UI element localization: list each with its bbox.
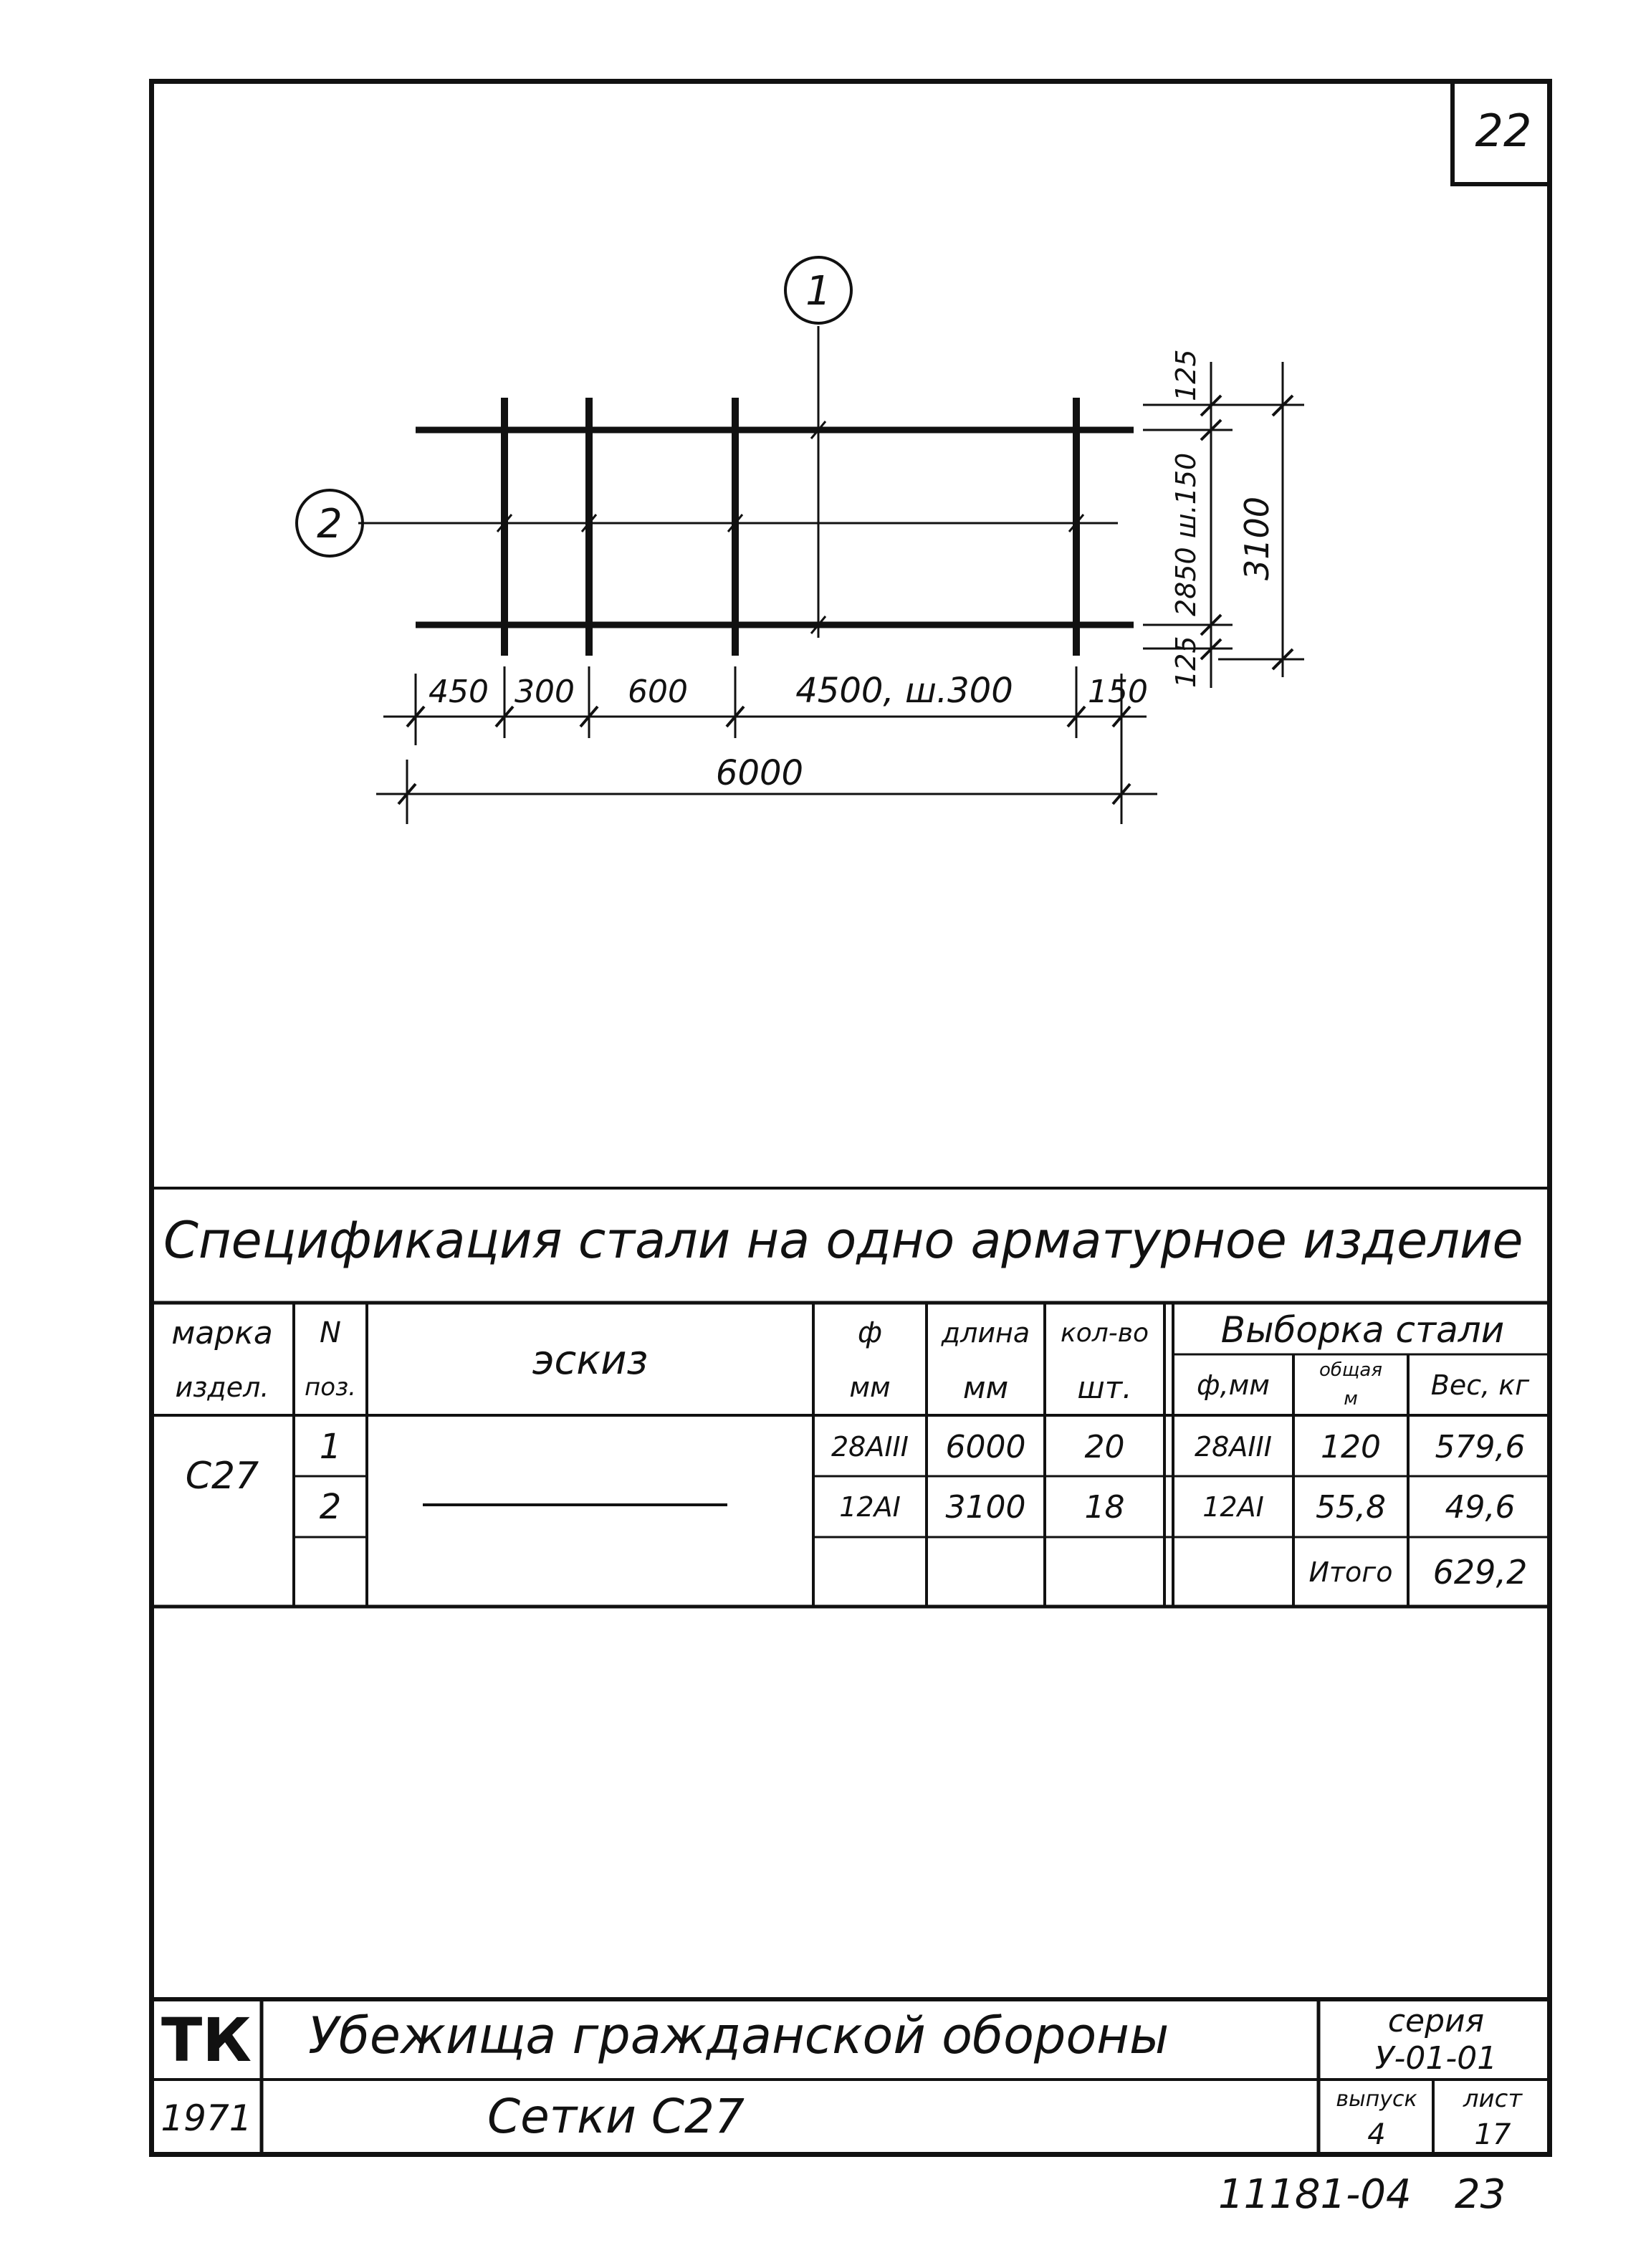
row1-v-total: 120 [1321,1428,1381,1465]
header-mm1: мм [849,1372,891,1403]
header-kolvo: кол-во [1060,1318,1149,1348]
row1-v-weight: 579,6 [1435,1428,1526,1465]
header-dlina: длина [941,1317,1030,1349]
header-phi-mm: ф,мм [1197,1369,1270,1401]
org-code: ТК [161,2005,252,2075]
row1-v-diam: 28АIII [1195,1431,1272,1463]
dim-150: 150 [1088,674,1148,710]
header-sht: шт. [1077,1369,1132,1405]
dim-450: 450 [429,674,489,710]
list-label: лист [1463,2085,1523,2113]
row1-diam: 28АIII [831,1431,909,1463]
row1-count: 20 [1084,1428,1125,1465]
sheet-number: 22 [1450,79,1552,186]
vypusk-label: выпуск [1336,2086,1417,2112]
dim-125-top: 125 [1170,349,1202,401]
header-obshch-unit: м [1344,1388,1358,1410]
header-phi: ф [857,1316,883,1349]
header-marka: марка [171,1314,273,1351]
drawing-subtitle: Сетки С27 [487,2089,745,2144]
dim-300: 300 [515,674,575,710]
row2-diam: 12АI [839,1491,901,1523]
dim-125-bottom: 125 [1170,636,1202,688]
mark-value: С27 [185,1455,259,1498]
callout-label-1: 1 [805,268,831,315]
header-izdel: издел. [175,1372,269,1403]
header-poz: поз. [305,1373,356,1402]
dim-3100: 3100 [1238,496,1276,580]
year: 1971 [161,2097,252,2139]
seria-label: серия [1387,2002,1485,2039]
header-obshch: общая [1319,1359,1382,1381]
page-number: 23 [1455,2171,1506,2218]
spec-title: Спецификация стали на одно арматурное изделие [163,1211,1523,1270]
row2-v-diam: 12АI [1202,1491,1264,1523]
dim-600: 600 [628,674,688,710]
total-value: 629,2 [1432,1553,1528,1592]
archive-code: 11181-04 [1218,2171,1412,2218]
drawing-title: Убежища гражданской обороны [308,2006,1169,2065]
header-vyborka: Выборка стали [1220,1309,1505,1351]
callout-label-2: 2 [317,501,343,547]
row1-length: 6000 [945,1428,1026,1465]
header-ves: Вес, кг [1430,1369,1530,1401]
header-n: N [320,1316,341,1349]
row2-length: 3100 [945,1488,1026,1526]
dim-6000: 6000 [715,753,804,793]
list-value: 17 [1474,2118,1511,2151]
total-label: Итого [1308,1556,1393,1588]
row2-v-total: 55,8 [1316,1488,1386,1526]
row2-count: 18 [1084,1488,1125,1526]
dim-2850: 2850 ш.150 [1170,452,1202,616]
row1-pos: 1 [319,1427,342,1467]
seria-value: У-01-01 [1374,2040,1498,2077]
header-mm2: мм [962,1369,1009,1405]
header-eskiz: эскиз [532,1336,649,1384]
vypusk-value: 4 [1367,2118,1386,2151]
dim-4500: 4500, ш.300 [795,671,1013,711]
row2-v-weight: 49,6 [1445,1488,1516,1526]
row2-pos: 2 [319,1487,342,1527]
